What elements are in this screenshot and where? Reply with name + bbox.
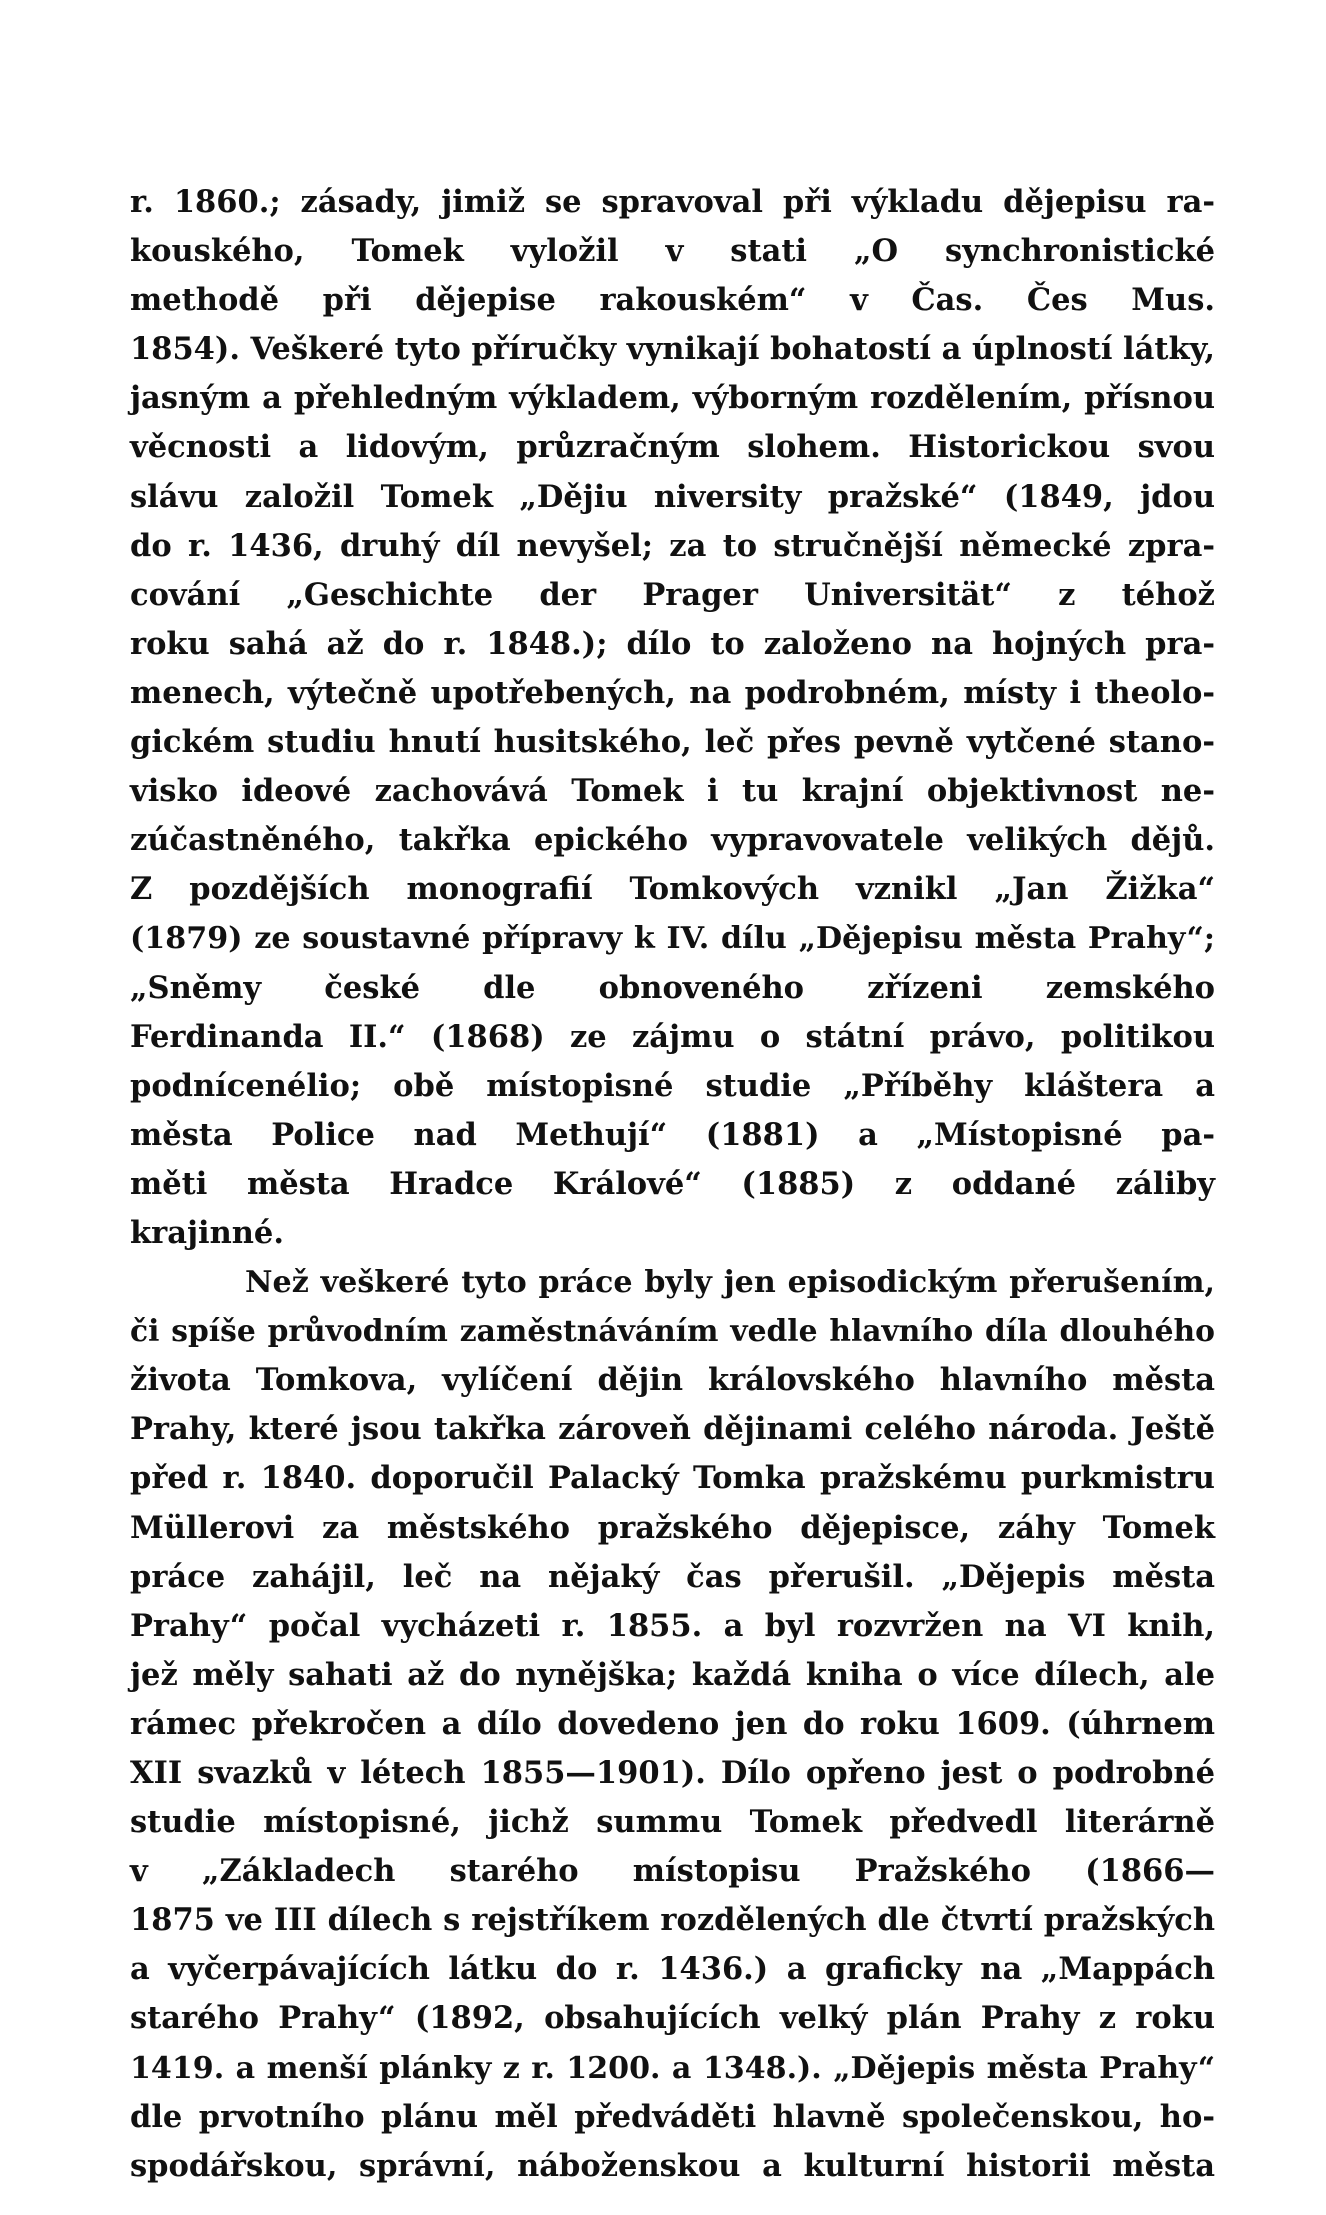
text-line: měti města Hradce Králové“ (1885) z oddané záliby [130,1165,1215,1202]
text-line: (1879) ze soustavné přípravy k IV. dílu „Dějepisu města Prahy“; [130,921,1215,957]
text-line: města Police nad Methují“ (1881) a „Místopisné pa- [130,1116,1215,1153]
text-line: Prahy, které jsou takřka zároveň dějinami celého národa. Ještě [130,1411,1215,1448]
text-line: života Tomkova, vylíčení dějin královského hlavního města [130,1362,1215,1399]
text-line: r. 1860.; zásady, jimiž se spravoval při výkladu dějepisu ra- [130,184,1215,220]
text-line: methodě při dějepise rakouském“ v Čas. Čes Mus. [130,282,1215,319]
text-line: věcnosti a lidovým, průzračným slohem. Historickou svou [130,429,1215,466]
text-line: slávu založil Tomek „Dějiu niversity pražské“ (1849, jdou [130,478,1215,515]
text-line: studie místopisné, jichž summu Tomek předvedl literárně [130,1804,1215,1841]
text-line: Ferdinanda II.“ (1868) ze zájmu o státní právo, politikou [130,1018,1215,1055]
text-line: práce zahájil, leč na nějaký čas přerušil. „Dějepis města [130,1558,1215,1595]
text-line: Müllerovi za městského pražského dějepisce, záhy Tomek [130,1509,1215,1546]
text-line: dle prvotního plánu měl předváděti hlavně společenskou, ho- [130,2098,1215,2135]
text-line: visko ideové zachovává Tomek i tu krajní objektivnost ne- [130,773,1215,810]
text-line: či spíše průvodním zaměstnáváním vedle hlavního díla dlouhého [130,1314,1215,1350]
text-line: „Sněmy české dle obnoveného zřízeni zemského [130,969,1215,1006]
text-line: Z pozdějších monografií Tomkových vznikl „Jan Žižka“ [130,871,1215,908]
paragraph-end-line: krajinné. [130,1214,284,1251]
text-line: jasným a přehledným výkladem, výborným rozdělením, přísnou [130,380,1215,417]
text-line: před r. 1840. doporučil Palacký Tomka pražskému purkmistru [130,1460,1215,1497]
text-line: v „Základech starého místopisu Pražského (1866— [130,1853,1215,1890]
text-line: XII svazků v létech 1855—1901). Dílo opřeno jest o podrobné [130,1755,1215,1791]
text-line: rámec překročen a dílo dovedeno jen do roku 1609. (úhrnem [130,1705,1215,1742]
text-line: 1875 ve III dílech s rejstříkem rozdělených dle čtvrtí pražských [130,1902,1215,1939]
text-line: zúčastněného, takřka epického vypravovatele velikých dějů. [130,822,1215,859]
text-line: a vyčerpávajících látku do r. 1436.) a graficky na „Mappách [130,1951,1215,1988]
text-line: Prahy“ počal vycházeti r. 1855. a byl rozvržen na VI knih, [130,1607,1215,1644]
text-line: jež měly sahati až do nynějška; každá kniha o více dílech, ale [130,1656,1215,1693]
text-line: spodářskou, správní, náboženskou a kulturní historii města [130,2147,1215,2184]
text-line: 1419. a menší plánky z r. 1200. a 1348.). „Dějepis města Prahy“ [130,2050,1215,2086]
text-line: gickém studiu hnutí husitského, leč přes pevně vytčené stano- [130,724,1215,761]
paragraph-start-line: Než veškeré tyto práce byly jen episodickým přerušením, [245,1265,1215,1301]
text-line: roku sahá až do r. 1848.); dílo to založeno na hojných pra- [130,625,1215,662]
text-line: podnícenélio; obě místopisné studie „Příběhy kláštera a [130,1067,1215,1104]
text-line: menech, výtečně upotřebených, na podrobném, místy i theolo- [130,674,1215,711]
text-line: kouského, Tomek vyložil v stati „O synchronistické [130,233,1215,270]
text-line: starého Prahy“ (1892, obsahujících velký plán Prahy z roku [130,2000,1215,2037]
text-line: do r. 1436, druhý díl nevyšel; za to stručnější německé zpra- [130,527,1215,564]
body-text [130,178,1215,2191]
text-line: 1854). Veškeré tyto příručky vynikají bohatostí a úplností látky, [130,331,1216,368]
text-line: cování „Geschichte der Prager Universität“ z téhož [130,576,1215,613]
